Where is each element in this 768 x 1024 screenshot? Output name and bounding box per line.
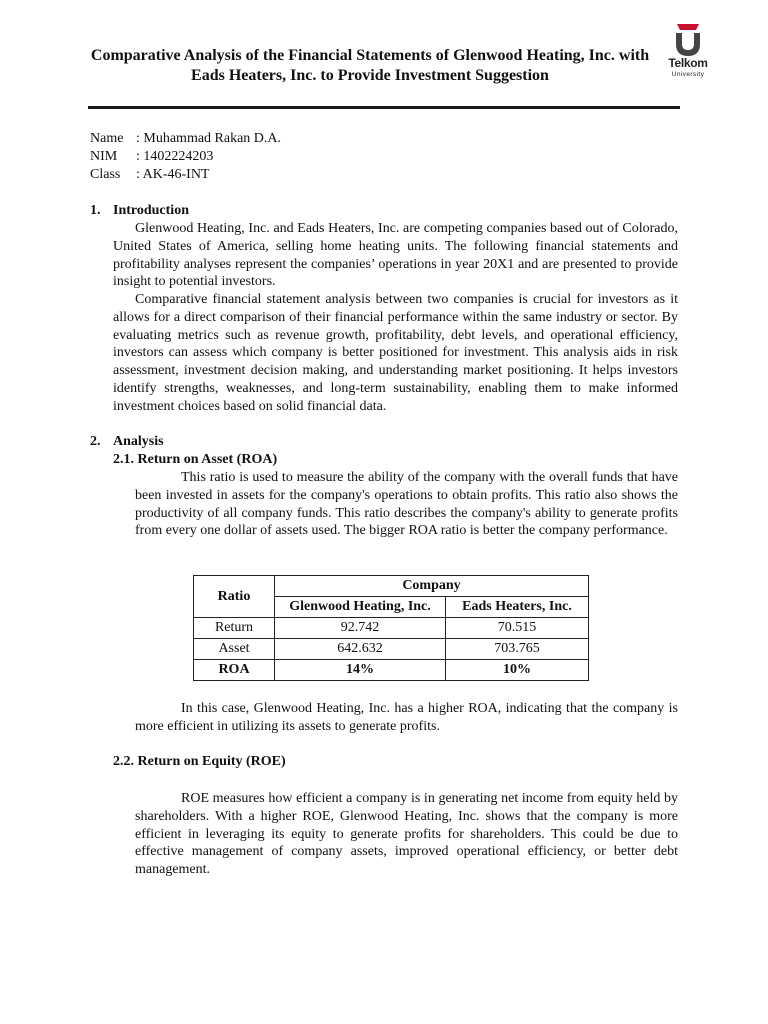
intro-paragraph-1: Glenwood Heating, Inc. and Eads Heaters, Inc. are competing companies based out of Colorado, United States of America, selling home heating units. The following financial statements and profitability analyses represent the companies’ operations in year 20X1 and are presented to provide insight to potential investors. <box>113 221 678 290</box>
section-number: 1. <box>90 203 101 218</box>
section-title: Analysis <box>113 434 164 449</box>
logo-brand-text: Telkom <box>668 56 708 70</box>
roa-paragraph-1: This ratio is used to measure the ability of the company with the overall funds that have been invested in assets for the company's operations to obtain profits. This ratio also shows the productivity of all company funds. This ratio describes the company's ability to generate profits from every one dollar of assets used. The bigger ROA ratio is better the company performance. <box>135 470 678 539</box>
row-value-eads: 703.765 <box>446 639 589 660</box>
logo-subtext: University <box>671 71 705 78</box>
row-label: Asset <box>194 639 275 660</box>
name-label: Name <box>90 131 124 146</box>
telkom-logo-icon <box>660 22 716 58</box>
telkom-university-logo <box>660 22 716 84</box>
nim-value: : 1402224203 <box>136 148 214 164</box>
roe-paragraph-1: ROE measures how efficient a company is in generating net income from equity held by shareholders. With a higher ROE, Glenwood Heating, Inc. shows that the company is more efficient in leveraging its equity to generate profits for shareholders. This could be due to effective management of company assets, improved operational efficiency, or better debt management. <box>135 791 678 878</box>
header-divider <box>88 106 680 109</box>
table-row <box>194 618 589 639</box>
row-label: Return <box>194 618 275 639</box>
col-glenwood: Glenwood Heating, Inc. <box>275 597 446 618</box>
info-row-class <box>90 166 281 184</box>
roa-subheading: 2.1. Return on Asset (ROA) <box>113 452 278 467</box>
ratio-header: Ratio <box>194 576 275 618</box>
row-value-eads: 10% <box>446 660 589 681</box>
name-value: : Muhammad Rakan D.A. <box>136 131 282 146</box>
section-introduction-heading <box>90 202 189 220</box>
roa-table <box>193 575 589 681</box>
document-title: Comparative Analysis of the Financial Statements of Glenwood Heating, Inc. with Eads Heaters, Inc. to Provide Investment Suggestion <box>90 47 650 84</box>
row-label: ROA <box>194 660 275 681</box>
class-label: Class <box>90 166 121 182</box>
info-row-name <box>90 130 281 148</box>
section-analysis-heading <box>90 433 164 451</box>
class-value: : AK-46-INT <box>136 166 210 182</box>
table-row-roa <box>194 660 589 681</box>
row-value-glenwood: 14% <box>275 660 446 681</box>
roa-paragraph-2: In this case, Glenwood Heating, Inc. has a higher ROA, indicating that the company is more efficient in utilizing its assets to generate profits. <box>135 701 678 734</box>
col-eads: Eads Heaters, Inc. <box>446 597 589 618</box>
roe-subheading: 2.2. Return on Equity (ROE) <box>113 754 286 769</box>
row-value-glenwood: 642.632 <box>275 639 446 660</box>
table-row <box>194 639 589 660</box>
section-title: Introduction <box>113 203 189 218</box>
intro-paragraph-2: Comparative financial statement analysis between two companies is crucial for investors as it allows for a direct comparison of their financial performance within the same industry or sector. By evaluating metrics such as revenue growth, profitability, debt levels, and operational efficiency, investors can assess which company is better positioned for investment. This analysis aids in risk assessment, investment decision making, and understanding market positioning. It helps investors identify strengths, weaknesses, and long-term sustainability, enabling them to make informed investment choices based on solid financial data. <box>113 292 678 414</box>
row-value-glenwood: 92.742 <box>275 618 446 639</box>
company-header: Company <box>275 576 589 597</box>
row-value-eads: 70.515 <box>446 618 589 639</box>
table-header-row <box>194 576 589 597</box>
student-info <box>90 130 281 183</box>
info-row-nim <box>90 148 281 166</box>
nim-label: NIM <box>90 148 118 164</box>
section-number: 2. <box>90 434 101 449</box>
